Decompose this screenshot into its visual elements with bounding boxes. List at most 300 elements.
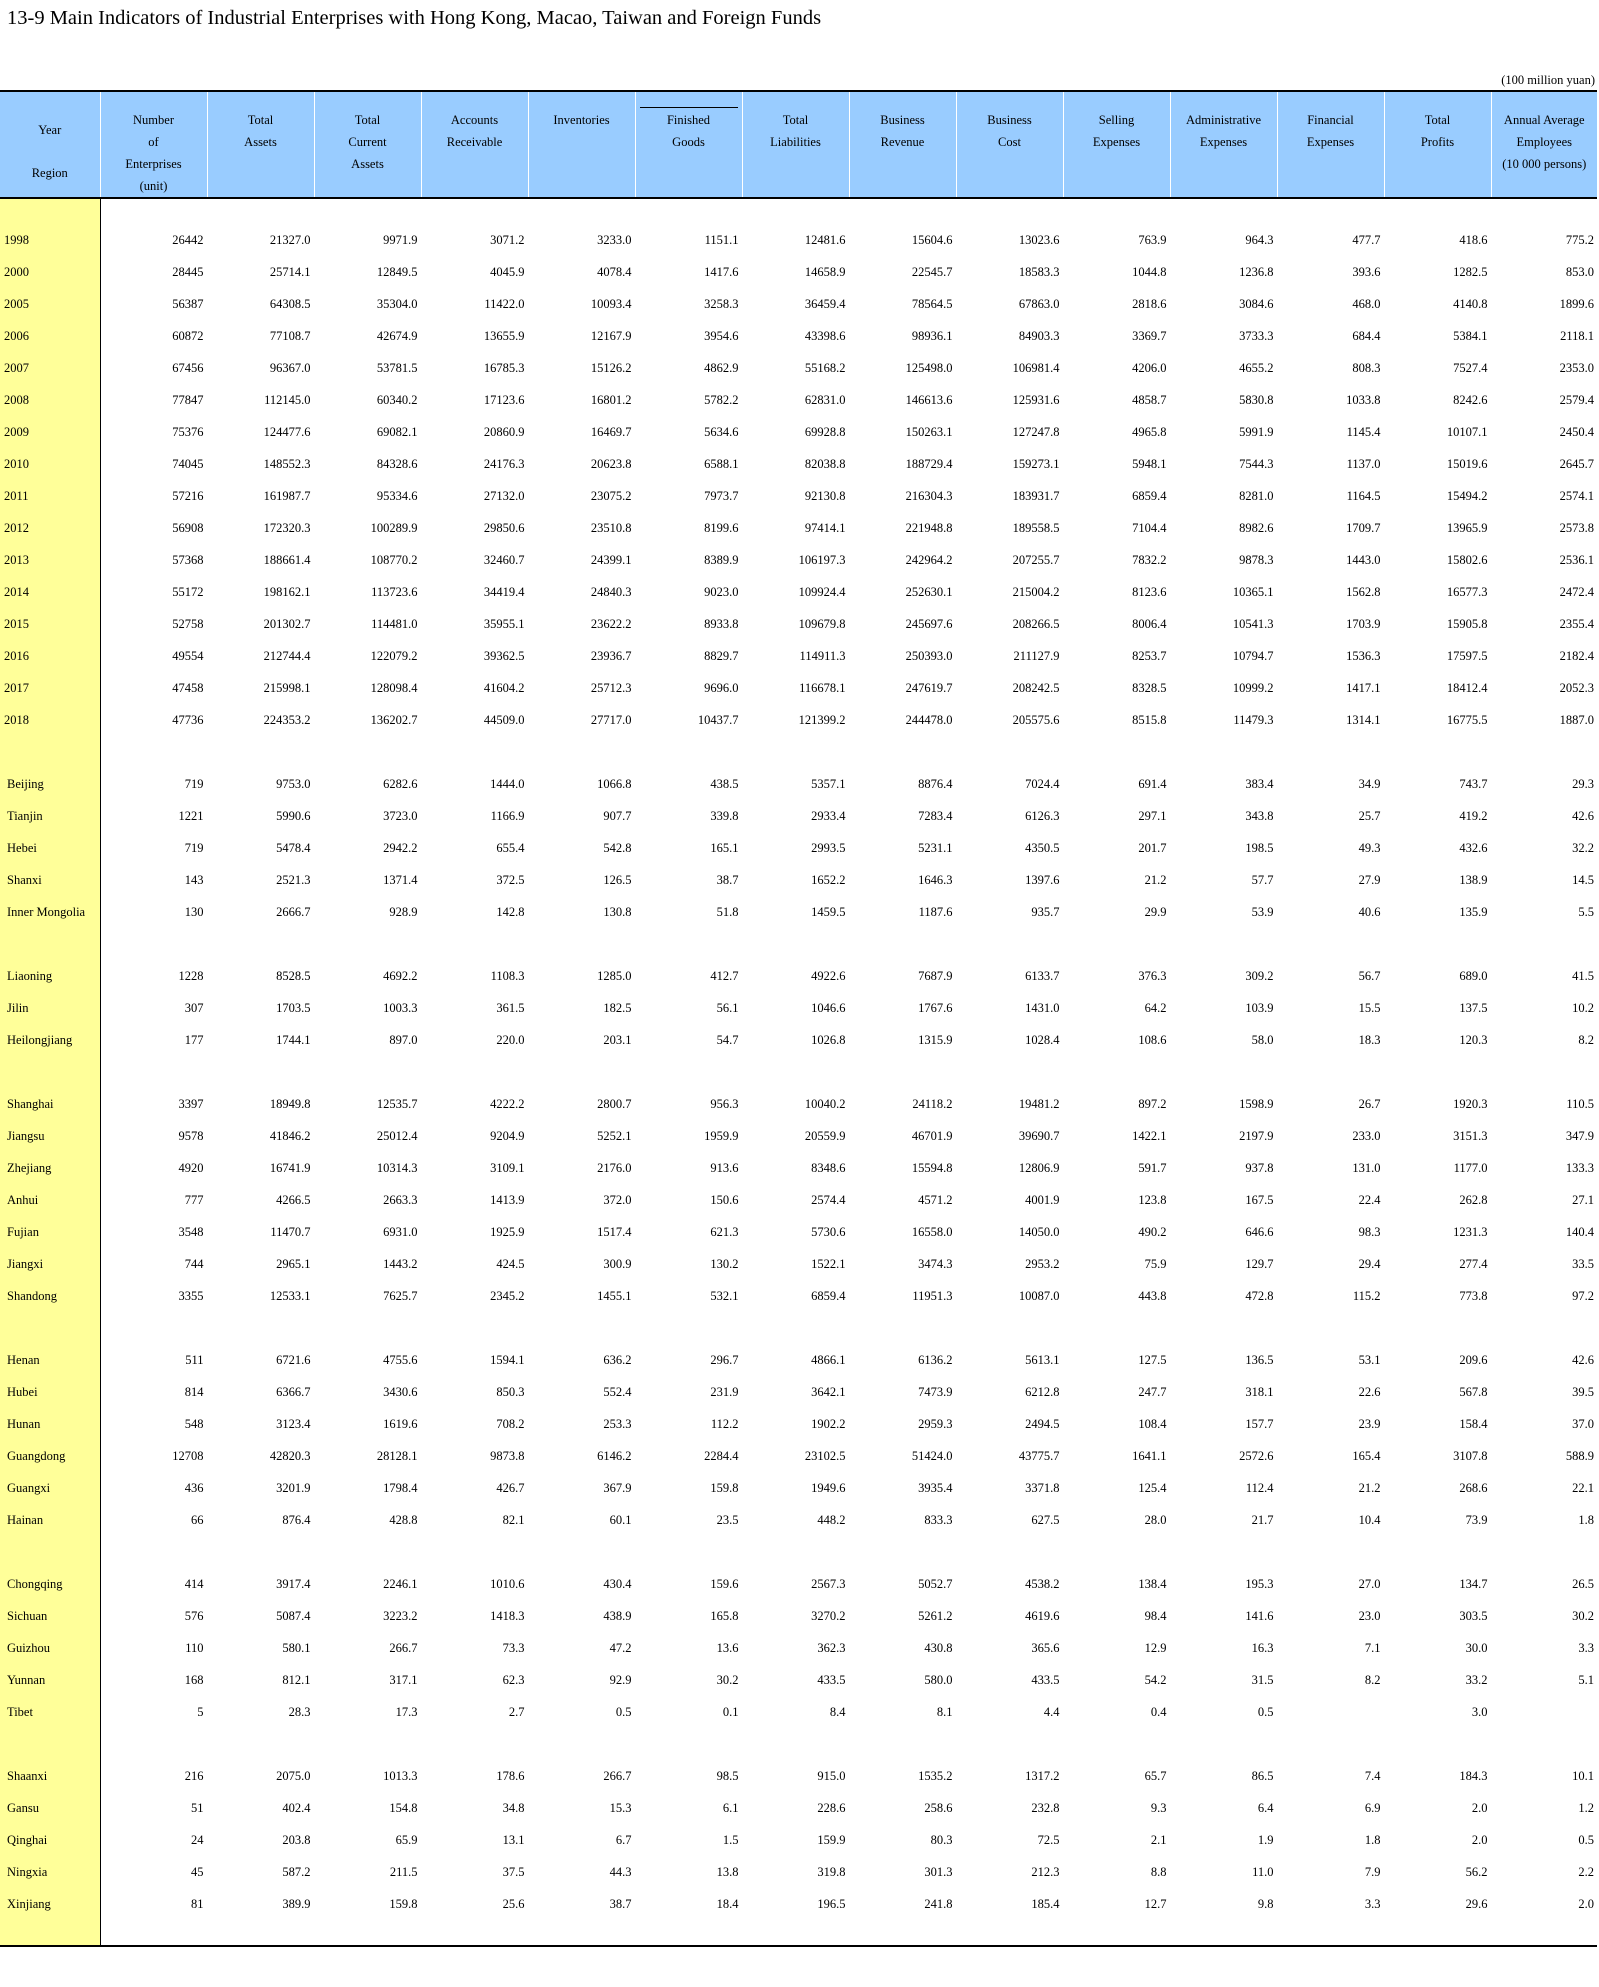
value-cell: 511 [185, 1352, 204, 1367]
spacer-cell [0, 1312, 100, 1344]
value-cell: 1164.5 [1346, 488, 1381, 503]
value-cell: 51424.0 [911, 1448, 953, 1463]
value-cell: 3233.0 [597, 232, 632, 247]
value-cell: 5613.1 [1025, 1352, 1060, 1367]
value-cell: 22.4 [1358, 1192, 1381, 1207]
value-cell: 23510.8 [590, 520, 632, 535]
value-cell: 25.6 [502, 1896, 525, 1911]
value-cell: 8.2 [1364, 1672, 1381, 1687]
value-cell: 41604.2 [483, 680, 525, 695]
value-cell: 4858.7 [1132, 392, 1167, 407]
value-cell: 436 [184, 1480, 204, 1495]
value-cell: 23622.2 [590, 616, 632, 631]
value-cell: 23.5 [716, 1512, 739, 1527]
value-cell: 708.2 [496, 1416, 525, 1431]
value-cell: 428.8 [389, 1512, 418, 1527]
spacer-cell [1063, 198, 1170, 224]
value-cell: 472.8 [1245, 1288, 1274, 1303]
value-cell: 2959.3 [918, 1416, 953, 1431]
value-cell: 4862.9 [704, 360, 739, 375]
value-cell: 26442 [172, 232, 204, 247]
value-cell: 114911.3 [799, 648, 846, 663]
value-cell: 1151.1 [704, 232, 739, 247]
value-cell: 8.2 [1578, 1032, 1594, 1047]
value-cell: 2800.7 [597, 1096, 632, 1111]
value-cell: 22.1 [1572, 1480, 1594, 1495]
value-cell: 211127.9 [1013, 648, 1060, 663]
value-cell: 75376 [172, 424, 204, 439]
spacer-cell [1170, 1056, 1277, 1088]
value-cell: 84328.6 [376, 456, 418, 471]
value-cell: 38.7 [716, 872, 739, 887]
value-cell: 42.6 [1572, 808, 1594, 823]
value-cell: 62.3 [502, 1672, 525, 1687]
value-cell: 10999.2 [1232, 680, 1274, 695]
spacer-cell [0, 736, 100, 768]
value-cell: 108770.2 [370, 552, 418, 567]
value-cell: 216304.3 [905, 488, 953, 503]
value-cell: 116678.1 [799, 680, 846, 695]
value-cell: 3201.9 [276, 1480, 311, 1495]
value-cell: 27.1 [1572, 1192, 1594, 1207]
spacer-cell [528, 1920, 635, 1946]
year-row [0, 416, 1597, 448]
value-cell: 18412.4 [1446, 680, 1488, 695]
value-cell: 41846.2 [269, 1128, 311, 1143]
year-row [0, 448, 1597, 480]
column-header-line: Inventories [553, 113, 610, 127]
year-row [0, 256, 1597, 288]
spacer-cell [1384, 1920, 1491, 1946]
value-cell: 125498.0 [905, 360, 953, 375]
value-cell: 402.4 [282, 1800, 311, 1815]
value-cell: 106197.3 [798, 552, 846, 567]
value-cell: 2052.3 [1559, 680, 1594, 695]
value-cell: 6.9 [1364, 1800, 1381, 1815]
value-cell: 24118.2 [912, 1096, 953, 1111]
value-cell: 10437.7 [697, 712, 739, 727]
value-cell: 7544.3 [1239, 456, 1274, 471]
value-cell: 2472.4 [1559, 584, 1594, 599]
value-cell: 216 [184, 1768, 204, 1783]
year-cell: 2014 [0, 576, 100, 608]
value-cell: 17123.6 [483, 392, 525, 407]
value-cell: 45 [191, 1864, 204, 1879]
value-cell: 0.5 [615, 1704, 632, 1719]
year-cell: 2013 [0, 544, 100, 576]
value-cell: 23936.7 [590, 648, 632, 663]
value-cell: 10.2 [1572, 1000, 1594, 1015]
value-cell: 13.6 [716, 1640, 739, 1655]
value-cell: 432.6 [1459, 840, 1488, 855]
value-cell: 8982.6 [1239, 520, 1274, 535]
value-cell: 10107.1 [1446, 424, 1488, 439]
value-cell: 588.9 [1565, 1448, 1594, 1463]
spacer-cell [1277, 1312, 1384, 1344]
value-cell: 1177.0 [1453, 1160, 1488, 1175]
value-cell: 46701.9 [911, 1128, 953, 1143]
region-row [0, 1184, 1597, 1216]
value-cell: 205575.6 [1012, 712, 1060, 727]
value-cell: 114481.0 [371, 616, 418, 631]
value-cell: 159273.1 [1012, 456, 1060, 471]
column-header-line: Employees [1516, 135, 1573, 149]
year-row [0, 576, 1597, 608]
value-cell: 43775.7 [1018, 1448, 1060, 1463]
value-cell: 58.0 [1251, 1032, 1274, 1047]
spacer-cell [207, 1920, 314, 1946]
value-cell: 8253.7 [1132, 648, 1167, 663]
column-header-line: Assets [244, 135, 277, 149]
table-header-row [0, 91, 1597, 198]
value-cell: 2284.4 [704, 1448, 739, 1463]
value-cell: 1418.3 [490, 1608, 525, 1623]
spacer-cell [528, 1536, 635, 1568]
value-cell: 4619.6 [1025, 1608, 1060, 1623]
value-cell: 956.3 [710, 1096, 739, 1111]
value-cell: 44.3 [609, 1864, 632, 1879]
column-header-line: Business [987, 113, 1032, 127]
value-cell: 7625.7 [383, 1288, 418, 1303]
value-cell: 64.2 [1144, 1000, 1167, 1015]
year-row [0, 672, 1597, 704]
value-cell: 2536.1 [1559, 552, 1594, 567]
value-cell: 29.6 [1465, 1896, 1488, 1911]
spacer-cell [1170, 928, 1277, 960]
value-cell: 208242.5 [1012, 680, 1060, 695]
value-cell: 1397.6 [1025, 872, 1060, 887]
value-cell: 129.7 [1245, 1256, 1274, 1271]
value-cell: 532.1 [710, 1288, 739, 1303]
value-cell: 443.8 [1138, 1288, 1167, 1303]
spacer-cell [314, 1056, 421, 1088]
value-cell: 1925.9 [490, 1224, 525, 1239]
value-cell: 2.0 [1471, 1832, 1488, 1847]
value-cell: 5.1 [1578, 1672, 1594, 1687]
column-header-line: Goods [672, 135, 705, 149]
value-cell: 13.8 [716, 1864, 739, 1879]
spacer-cell [742, 1056, 849, 1088]
spacer-cell [421, 928, 528, 960]
value-cell: 2.1 [1150, 1832, 1167, 1847]
value-cell: 95334.6 [376, 488, 418, 503]
year-row [0, 320, 1597, 352]
year-row [0, 544, 1597, 576]
value-cell: 1619.6 [383, 1416, 418, 1431]
value-cell: 814 [184, 1384, 204, 1399]
value-cell: 201.7 [1138, 840, 1167, 855]
value-cell: 24176.3 [483, 456, 525, 471]
value-cell: 1431.0 [1025, 1000, 1060, 1015]
value-cell: 1066.8 [597, 776, 632, 791]
value-cell: 4045.9 [490, 264, 525, 279]
value-cell: 1641.1 [1132, 1448, 1167, 1463]
value-cell: 157.7 [1245, 1416, 1274, 1431]
spacer-cell [528, 198, 635, 224]
value-cell: 897.2 [1138, 1096, 1167, 1111]
value-cell: 25712.3 [590, 680, 632, 695]
value-cell: 1949.6 [811, 1480, 846, 1495]
spacer-cell [956, 1056, 1063, 1088]
spacer-cell [314, 928, 421, 960]
spacer-cell [1170, 1312, 1277, 1344]
spacer-cell [0, 1728, 100, 1760]
value-cell: 9.8 [1257, 1896, 1274, 1911]
value-cell: 3397 [178, 1096, 204, 1111]
value-cell: 1598.9 [1239, 1096, 1274, 1111]
value-cell: 4222.2 [490, 1096, 525, 1111]
value-cell: 1236.8 [1239, 264, 1274, 279]
spacer-cell [956, 928, 1063, 960]
value-cell: 8876.4 [918, 776, 953, 791]
spacer-cell [1384, 1728, 1491, 1760]
value-cell: 42820.3 [269, 1448, 311, 1463]
value-cell: 6.7 [615, 1832, 632, 1847]
region-row [0, 800, 1597, 832]
value-cell: 1646.3 [918, 872, 953, 887]
value-cell: 552.4 [603, 1384, 632, 1399]
region-row [0, 1088, 1597, 1120]
value-cell: 309.2 [1245, 968, 1274, 983]
value-cell: 587.2 [282, 1864, 311, 1879]
value-cell: 168 [184, 1672, 204, 1687]
value-cell: 2355.4 [1559, 616, 1594, 631]
value-cell: 55168.2 [804, 360, 846, 375]
value-cell: 7973.7 [704, 488, 739, 503]
value-cell: 262.8 [1459, 1192, 1488, 1207]
value-cell: 220.0 [496, 1032, 525, 1047]
column-header-line: Expenses [1092, 135, 1141, 149]
value-cell: 591.7 [1138, 1160, 1167, 1175]
column-header-total-assets [207, 91, 314, 198]
value-cell: 684.4 [1352, 328, 1381, 343]
value-cell: 719 [184, 776, 204, 791]
column-header-accounts-receivable [421, 91, 528, 198]
value-cell: 96367.0 [269, 360, 311, 375]
column-header-total-liabilities [742, 91, 849, 198]
spacer-cell [742, 1536, 849, 1568]
spacer-cell [314, 1728, 421, 1760]
column-header-line: Expenses [1199, 135, 1248, 149]
value-cell: 7.1 [1364, 1640, 1381, 1655]
column-header-line: Profits [1420, 135, 1455, 149]
value-cell: 82.1 [502, 1512, 525, 1527]
value-cell: 215004.2 [1012, 584, 1060, 599]
value-cell: 137.5 [1459, 1000, 1488, 1015]
value-cell: 47458 [172, 680, 204, 695]
region-row [0, 1792, 1597, 1824]
value-cell: 53.1 [1358, 1352, 1381, 1367]
spacer-cell [849, 736, 956, 768]
value-cell: 1899.6 [1559, 296, 1594, 311]
value-cell: 12535.7 [376, 1096, 418, 1111]
value-cell: 15.5 [1358, 1000, 1381, 1015]
column-header-line: Finished [666, 113, 711, 127]
value-cell: 178.6 [496, 1768, 525, 1783]
spacer-cell [1491, 928, 1597, 960]
value-cell: 6859.4 [811, 1288, 846, 1303]
spacer-cell [421, 1056, 528, 1088]
value-cell: 212744.4 [263, 648, 311, 663]
value-cell: 9696.0 [704, 680, 739, 695]
value-cell: 53781.5 [376, 360, 418, 375]
value-cell: 11470.7 [270, 1224, 311, 1239]
value-cell: 77108.7 [269, 328, 311, 343]
value-cell: 2574.4 [811, 1192, 846, 1207]
value-cell: 580.0 [924, 1672, 953, 1687]
value-cell: 2182.4 [1559, 648, 1594, 663]
value-cell: 98.3 [1358, 1224, 1381, 1239]
value-cell: 4692.2 [383, 968, 418, 983]
region-name-cell: Shanxi [0, 864, 100, 896]
value-cell: 1314.1 [1346, 712, 1381, 727]
year-cell: 2007 [0, 352, 100, 384]
value-cell: 1417.6 [704, 264, 739, 279]
value-cell: 159.8 [389, 1896, 418, 1911]
value-cell: 897.0 [389, 1032, 418, 1047]
spacer-cell [635, 928, 742, 960]
spacer-cell [1491, 1056, 1597, 1088]
value-cell: 744 [184, 1256, 204, 1271]
value-cell: 39.5 [1572, 1384, 1594, 1399]
region-row [0, 1504, 1597, 1536]
spacer-row [0, 736, 1597, 768]
value-cell: 136.5 [1245, 1352, 1274, 1367]
value-cell: 12481.6 [804, 232, 846, 247]
value-cell: 108.6 [1138, 1032, 1167, 1047]
value-cell: 11479.3 [1233, 712, 1274, 727]
value-cell: 106981.4 [1012, 360, 1060, 375]
value-cell: 32460.7 [483, 552, 525, 567]
value-cell: 24840.3 [590, 584, 632, 599]
value-cell: 2.7 [508, 1704, 525, 1719]
spacer-cell [742, 928, 849, 960]
spacer-cell [1170, 1536, 1277, 1568]
value-cell: 27.0 [1358, 1576, 1381, 1591]
value-cell: 143 [184, 872, 204, 887]
value-cell: 12167.9 [590, 328, 632, 343]
spacer-cell [956, 1728, 1063, 1760]
value-cell: 6126.3 [1025, 808, 1060, 823]
value-cell: 4920 [178, 1160, 204, 1175]
value-cell: 1562.8 [1346, 584, 1381, 599]
value-cell: 1282.5 [1453, 264, 1488, 279]
value-cell: 1.2 [1578, 1800, 1594, 1815]
value-cell: 207255.7 [1012, 552, 1060, 567]
spacer-cell [956, 1920, 1063, 1946]
value-cell: 1003.3 [383, 1000, 418, 1015]
value-cell: 365.6 [1031, 1640, 1060, 1655]
value-cell: 6.4 [1257, 1800, 1274, 1815]
value-cell: 928.9 [389, 904, 418, 919]
value-cell: 490.2 [1138, 1224, 1167, 1239]
value-cell: 22545.7 [911, 264, 953, 279]
value-cell: 3109.1 [490, 1160, 525, 1175]
spacer-cell [635, 1536, 742, 1568]
region-name-cell: Hubei [0, 1376, 100, 1408]
value-cell: 108.4 [1138, 1416, 1167, 1431]
value-cell: 21327.0 [269, 232, 311, 247]
value-cell: 763.9 [1138, 232, 1167, 247]
spacer-cell [742, 1312, 849, 1344]
value-cell: 56.2 [1465, 1864, 1488, 1879]
value-cell: 3917.4 [276, 1576, 311, 1591]
region-name-cell: Jiangsu [0, 1120, 100, 1152]
value-cell: 150263.1 [905, 424, 953, 439]
value-cell: 23.9 [1358, 1416, 1381, 1431]
spacer-row [0, 1536, 1597, 1568]
spacer-cell [849, 1312, 956, 1344]
spacer-cell [1277, 736, 1384, 768]
value-cell: 47736 [172, 712, 204, 727]
value-cell: 224353.2 [263, 712, 311, 727]
value-cell: 1137.0 [1346, 456, 1381, 471]
value-cell: 242964.2 [905, 552, 953, 567]
value-cell: 42.6 [1572, 1352, 1594, 1367]
value-cell: 7.4 [1364, 1768, 1381, 1783]
value-cell: 5252.1 [597, 1128, 632, 1143]
value-cell: 2353.0 [1559, 360, 1594, 375]
value-cell: 142.8 [496, 904, 525, 919]
table-body [0, 198, 1597, 1946]
value-cell: 128098.4 [370, 680, 418, 695]
region-name-cell: Hebei [0, 832, 100, 864]
value-cell: 1026.8 [811, 1032, 846, 1047]
region-name-cell: Hainan [0, 1504, 100, 1536]
value-cell: 54.7 [716, 1032, 739, 1047]
value-cell: 3548 [178, 1224, 204, 1239]
value-cell: 1455.1 [597, 1288, 632, 1303]
value-cell: 247.7 [1138, 1384, 1167, 1399]
value-cell: 1594.1 [490, 1352, 525, 1367]
value-cell: 8348.6 [811, 1160, 846, 1175]
value-cell: 1536.3 [1346, 648, 1381, 663]
value-cell: 876.4 [282, 1512, 311, 1527]
value-cell: 24 [191, 1832, 204, 1847]
column-header-finished-goods [635, 91, 742, 198]
spacer-cell [421, 1536, 528, 1568]
value-cell: 20559.9 [804, 1128, 846, 1143]
value-cell: 30.2 [1572, 1608, 1594, 1623]
value-cell: 1.8 [1364, 1832, 1381, 1847]
value-cell: 3954.6 [704, 328, 739, 343]
value-cell: 296.7 [710, 1352, 739, 1367]
value-cell: 27132.0 [483, 488, 525, 503]
spacer-cell [849, 928, 956, 960]
value-cell: 438.5 [710, 776, 739, 791]
value-cell: 1145.4 [1346, 424, 1381, 439]
value-cell: 195.3 [1245, 1576, 1274, 1591]
spacer-cell [635, 1920, 742, 1946]
value-cell: 47.2 [609, 1640, 632, 1655]
region-row [0, 1664, 1597, 1696]
value-cell: 130.2 [710, 1256, 739, 1271]
value-cell: 78564.5 [911, 296, 953, 311]
spacer-cell [849, 1536, 956, 1568]
value-cell: 252630.1 [905, 584, 953, 599]
value-cell: 77847 [172, 392, 204, 407]
spacer-cell [100, 1536, 207, 1568]
value-cell: 98936.1 [911, 328, 953, 343]
region-row [0, 1888, 1597, 1920]
value-cell: 7687.9 [918, 968, 953, 983]
spacer-row [0, 928, 1597, 960]
value-cell: 2075.0 [276, 1768, 311, 1783]
region-row [0, 1696, 1597, 1728]
value-cell: 1887.0 [1559, 712, 1594, 727]
value-cell [1491, 1696, 1597, 1728]
spacer-cell [421, 1920, 528, 1946]
